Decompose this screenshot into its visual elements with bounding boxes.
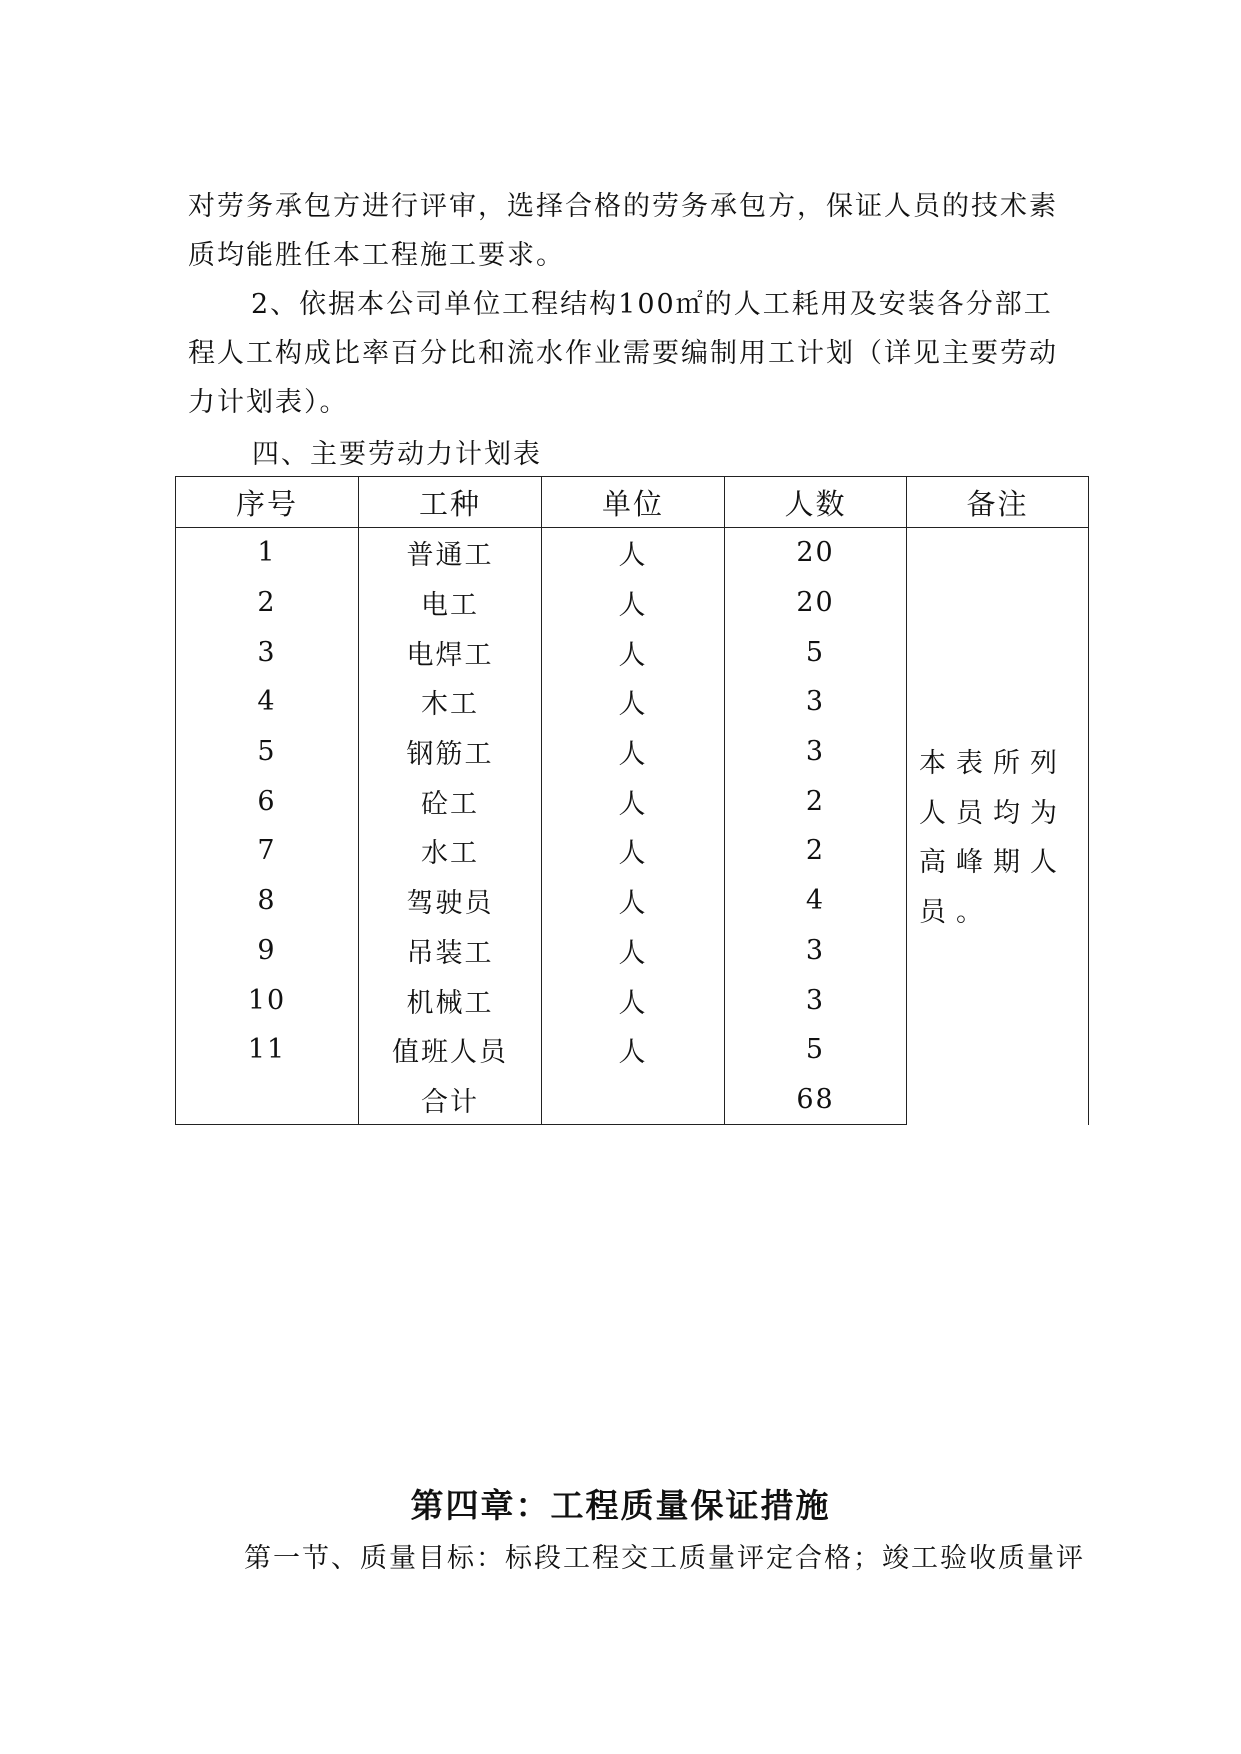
cell-count: 3 [725, 975, 907, 1025]
cell-serial: 1 [176, 528, 359, 578]
cell-count: 3 [725, 677, 907, 727]
header-count: 人数 [725, 477, 907, 528]
plan-paragraph: 2、依据本公司单位工程结构100㎡的人工耗用及安装各分部工程人工构成比率百分比和流水作业需要编制用工计划（详见主要劳动力计划表）。 [188, 289, 1058, 418]
cell-trade: 电工 [359, 578, 542, 628]
labor-plan-table [175, 476, 1089, 1125]
cell-unit: 人 [542, 876, 725, 926]
cell-unit: 人 [542, 926, 725, 976]
cell-count: 20 [725, 578, 907, 628]
cell-trade: 钢筋工 [359, 727, 542, 777]
cell-trade: 合计 [359, 1075, 542, 1125]
cell-serial: 6 [176, 776, 359, 826]
cell-count: 3 [725, 926, 907, 976]
cell-unit: 人 [542, 975, 725, 1025]
cell-serial: 8 [176, 876, 359, 926]
cell-count: 5 [725, 1025, 907, 1075]
cell-unit: 人 [542, 578, 725, 628]
cell-unit: 人 [542, 826, 725, 876]
cell-count: 2 [725, 826, 907, 876]
cell-trade: 值班人员 [359, 1025, 542, 1075]
cell-unit: 人 [542, 677, 725, 727]
cell-unit: 人 [542, 1025, 725, 1075]
header-remark: 备注 [907, 477, 1089, 528]
cell-serial: 7 [176, 826, 359, 876]
cell-serial: 10 [176, 975, 359, 1025]
remark-text: 本表所列人员均为高峰期人员。 [919, 748, 1067, 929]
cell-serial: 4 [176, 677, 359, 727]
cell-serial: 3 [176, 627, 359, 677]
cell-trade: 砼工 [359, 776, 542, 826]
header-trade: 工种 [359, 477, 542, 528]
cell-serial: 9 [176, 926, 359, 976]
cell-count: 5 [725, 627, 907, 677]
header-serial: 序号 [176, 477, 359, 528]
cell-remark [907, 528, 1089, 1125]
cell-count: 3 [725, 727, 907, 777]
header-unit: 单位 [542, 477, 725, 528]
cell-serial: 2 [176, 578, 359, 628]
cell-trade: 普通工 [359, 528, 542, 578]
cell-serial: 5 [176, 727, 359, 777]
cell-count: 68 [725, 1075, 907, 1125]
cell-trade: 机械工 [359, 975, 542, 1025]
table-caption: 四、主要劳动力计划表 [252, 439, 542, 470]
cell-count: 2 [725, 776, 907, 826]
cell-unit [542, 1075, 725, 1125]
cell-unit: 人 [542, 528, 725, 578]
section-heading: 第一节、质量目标：标段工程交工质量评定合格；竣工验收质量评 [244, 1543, 1085, 1574]
cell-trade: 电焊工 [359, 627, 542, 677]
cell-trade: 吊装工 [359, 926, 542, 976]
cell-unit: 人 [542, 627, 725, 677]
cell-trade: 木工 [359, 677, 542, 727]
cell-unit: 人 [542, 727, 725, 777]
chapter-title: 第四章：工程质量保证措施 [410, 1486, 831, 1525]
cell-unit: 人 [542, 776, 725, 826]
intro-paragraph: 对劳务承包方进行评审，选择合格的劳务承包方，保证人员的技术素质均能胜任本工程施工要求。 [188, 191, 1058, 271]
cell-count: 4 [725, 876, 907, 926]
table-header-row [176, 477, 1089, 528]
table-row [176, 528, 1089, 578]
cell-count: 20 [725, 528, 907, 578]
cell-trade: 水工 [359, 826, 542, 876]
cell-serial: 11 [176, 1025, 359, 1075]
cell-serial [176, 1075, 359, 1125]
cell-trade: 驾驶员 [359, 876, 542, 926]
